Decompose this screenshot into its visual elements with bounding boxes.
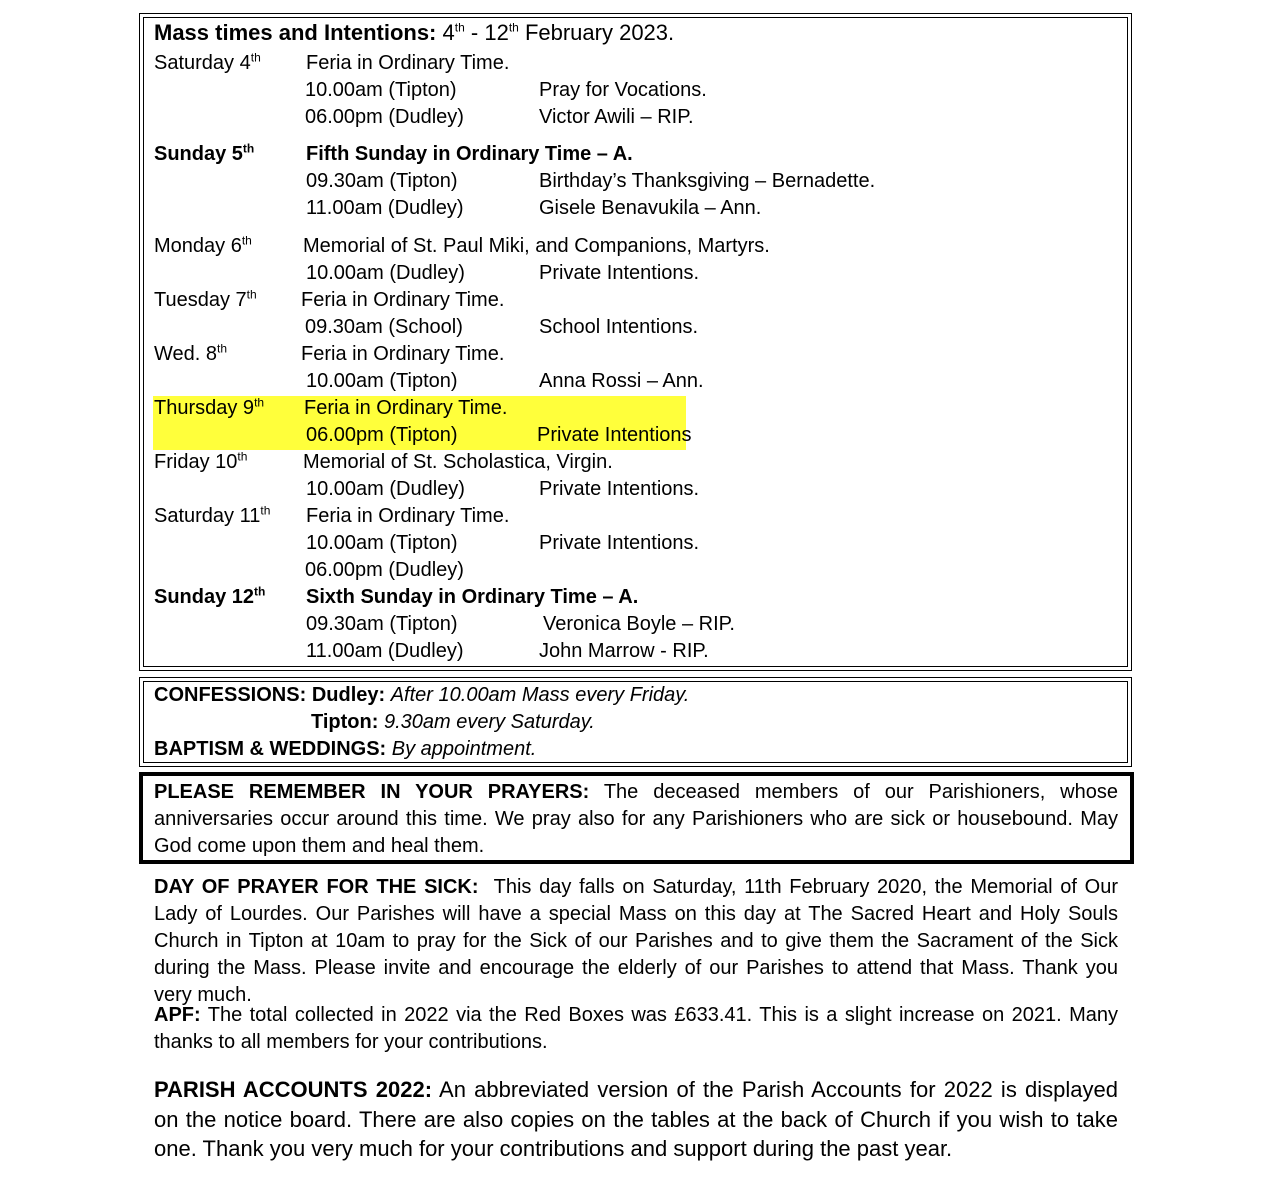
mass-heading: Mass times and Intentions: 4th - 12th February 2023. [154,20,675,45]
mass-intention: John Marrow - RIP. [539,640,709,662]
feast-sunday-12: Sixth Sunday in Ordinary Time – A. [306,586,639,608]
mass-time: 11.00am (Dudley) [306,197,464,219]
mass-time: 06.00pm (Dudley) [305,106,464,128]
day-sunday-5: Sunday 5th [154,141,255,165]
feast-saturday-4: Feria in Ordinary Time. [306,52,510,74]
mass-intention: Private Intentions. [539,262,700,284]
sick-day-paragraph: DAY OF PRAYER FOR THE SICK: This day falls on Saturday, 11th February 2020, the Memorial of Our Lady of Lourdes. Our Parishes will have a special Mass on this day at The Sacred Heart and Holy Souls Church in Tipton at 10am to pray for the Sick of our Parishes and to give them the Sacrament of the Sick during the Mass. Please invite and encourage the elderly of our Parishes to attend that Mass. Thank you very much. [154,876,1118,1006]
feast-wed-8: Feria in Ordinary Time. [301,343,505,365]
mass-time: 10.00am (Tipton) [306,370,458,392]
mass-intention: Birthday’s Thanksgiving – Bernadette. [539,170,876,192]
prayers-paragraph: PLEASE REMEMBER IN YOUR PRAYERS: The deceased members of our Parishioners, whose anniversaries occur around this time. We pray also for any Parishioners who are sick or housebound. May God come upon them and heal them. [154,781,1118,857]
mass-time: 09.30am (Tipton) [306,613,458,635]
day-saturday-11: Saturday 11th [154,503,271,527]
mass-intention: Victor Awili – RIP. [539,106,694,128]
feast-tuesday-7: Feria in Ordinary Time. [301,289,505,311]
day-sunday-12: Sunday 12th [154,584,266,608]
mass-time: 10.00am (Dudley) [306,478,465,500]
feast-sunday-5: Fifth Sunday in Ordinary Time – A. [306,143,633,165]
mass-time: 11.00am (Dudley) [306,640,464,662]
mass-time: 09.30am (Tipton) [306,170,458,192]
day-tuesday-7: Tuesday 7th [154,287,257,311]
day-wed-8: Wed. 8th [154,341,228,365]
apf-paragraph: APF: The total collected in 2022 via the Red Boxes was £633.41. This is a slight increase on 2021. Many thanks to all members for your contributions. [154,1004,1118,1053]
mass-intention: School Intentions. [539,316,698,338]
mass-intention: Pray for Vocations. [539,79,707,101]
mass-intention: Gisele Benavukila – Ann. [539,197,762,219]
mass-time: 10.00am (Tipton) [306,532,458,554]
mass-time: 06.00pm (Dudley) [305,559,464,581]
mass-time: 10.00am (Dudley) [306,262,465,284]
day-thursday-9: Thursday 9th [154,395,265,419]
confessions-tipton: Tipton: 9.30am every Saturday. [311,711,595,733]
baptism-weddings: BAPTISM & WEDDINGS: By appointment. [154,738,537,760]
mass-intention: Private Intentions. [539,478,700,500]
mass-time: 10.00am (Tipton) [305,79,457,101]
mass-time: 09.30am (School) [305,316,463,338]
feast-saturday-11: Feria in Ordinary Time. [306,505,510,527]
day-saturday-4: Saturday 4th [154,50,261,74]
feast-monday-6: Memorial of St. Paul Miki, and Companions, Martyrs. [303,235,770,257]
day-friday-10: Friday 10th [154,449,248,473]
confessions-dudley: CONFESSIONS: Dudley: After 10.00am Mass every Friday. [154,684,690,706]
mass-intention: Private Intentions. [539,532,700,554]
parish-accounts-paragraph: PARISH ACCOUNTS 2022: An abbreviated version of the Parish Accounts for 2022 is displayed on the notice board. There are also copies on the tables at the back of Church if you wish to take one. Thank you very much for your contributions and support during the past year. [154,1077,1118,1161]
day-monday-6: Monday 6th [154,233,252,257]
mass-time: 06.00pm (Tipton) [306,424,458,446]
feast-friday-10: Memorial of St. Scholastica, Virgin. [303,451,613,473]
mass-intention: Anna Rossi – Ann. [539,370,704,392]
feast-thursday-9: Feria in Ordinary Time. [304,397,508,419]
mass-intention: Private Intentions [537,424,692,446]
mass-intention: Veronica Boyle – RIP. [543,613,735,635]
